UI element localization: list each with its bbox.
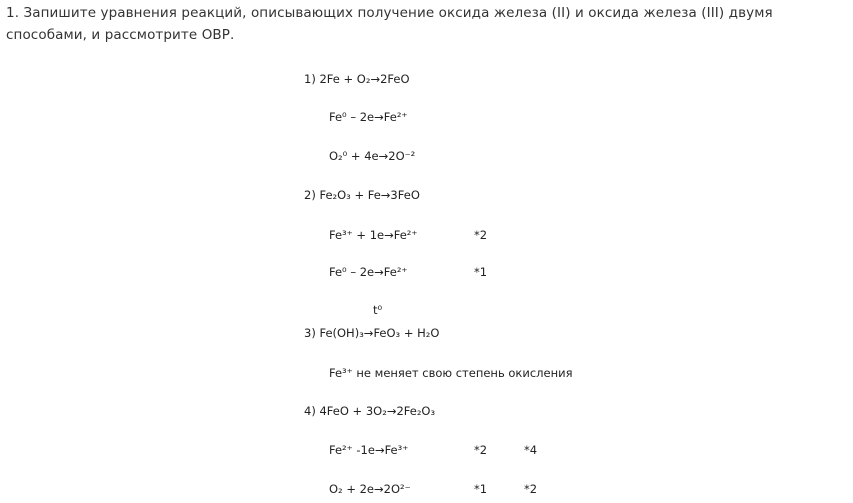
reaction-4-equation: 4) 4FeO + 3O₂→2Fe₂O₃ bbox=[304, 404, 436, 418]
reaction-4-half-2-multiplier-1: *1 bbox=[474, 482, 488, 496]
reaction-3-equation: 3) Fe(OH)₃→FeO₃ + H₂O bbox=[304, 326, 440, 340]
reaction-2-half-2: Fe⁰ – 2e→Fe²⁺ bbox=[329, 265, 408, 279]
reaction-4-half-2-multiplier-2: *2 bbox=[524, 482, 538, 496]
reaction-1-equation: 1) 2Fe + O₂→2FeO bbox=[304, 72, 410, 86]
reaction-4-half-1: Fe²⁺ -1e→Fe³⁺ bbox=[329, 443, 409, 457]
reaction-4-half-1-multiplier-2: *4 bbox=[524, 443, 538, 457]
reaction-2-half-2-multiplier: *1 bbox=[474, 265, 488, 279]
reaction-4-half-1-multiplier-1: *2 bbox=[474, 443, 488, 457]
reaction-1-half-2: O₂⁰ + 4e→2O⁻² bbox=[329, 149, 416, 163]
reaction-2-equation: 2) Fe₂O₃ + Fe→3FeO bbox=[304, 188, 420, 202]
reaction-3-note: Fe³⁺ не меняет свою степень окисления bbox=[329, 366, 573, 380]
task-statement: 1. Запишите уравнения реакций, описывающих получение оксида железа (II) и оксида железа (III) двумя способами, и рассмотрите ОВР. bbox=[6, 5, 773, 43]
reaction-3-condition: t⁰ bbox=[373, 303, 383, 317]
reaction-4-half-2: O₂ + 2e→2O²⁻ bbox=[329, 482, 411, 496]
reaction-1-half-1: Fe⁰ – 2e→Fe²⁺ bbox=[329, 110, 408, 124]
reaction-2-half-1-multiplier: *2 bbox=[474, 228, 488, 242]
reaction-2-half-1: Fe³⁺ + 1e→Fe²⁺ bbox=[329, 228, 418, 242]
